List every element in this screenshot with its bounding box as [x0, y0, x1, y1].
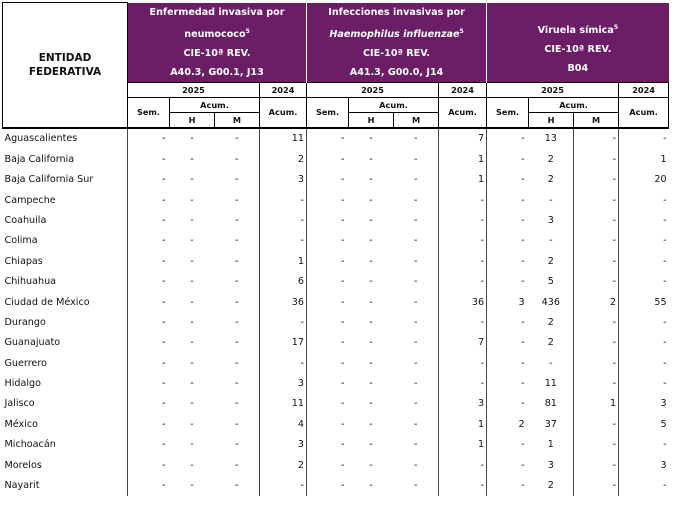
table-cell: 36 [439, 292, 487, 312]
table-cell: - [369, 153, 373, 165]
entity-name: Durango [4, 316, 46, 328]
table-cell: 11 [544, 378, 557, 390]
table-cell: 4 [260, 414, 307, 434]
table-cell: - [260, 475, 307, 495]
table-cell: - [439, 231, 487, 251]
table-cell: - [190, 337, 194, 349]
table-cell: 5 [619, 414, 669, 434]
entity-label-line1: ENTIDAD [38, 51, 92, 64]
table-cell: - [414, 337, 418, 349]
table-cell: - [369, 316, 373, 328]
table-cell: 1 [260, 251, 307, 271]
table-cell: - [128, 292, 170, 312]
table-cell: - [260, 312, 307, 332]
table-cell: 2 [260, 455, 307, 475]
table-cell: - [190, 235, 194, 247]
table-cell: - [487, 455, 529, 475]
table-cell: - [487, 394, 529, 414]
table-cell: 37 [544, 418, 557, 430]
cie-label: CIE-10ª REV. [544, 44, 612, 56]
table-cell: - [574, 312, 619, 332]
table-cell: - [235, 439, 239, 451]
year-2025-header: 2025 [307, 82, 439, 97]
m-header: M [215, 112, 260, 128]
group-header-haemophilus [307, 3, 487, 83]
table-cell: - [307, 128, 349, 149]
h-header: H [529, 112, 574, 128]
sem-header: Sem. [307, 97, 349, 128]
table-cell: 3 [619, 455, 669, 475]
h-header: H [170, 112, 215, 128]
table-cell: - [439, 475, 487, 495]
table-cell: - [190, 357, 194, 369]
epidemiology-table [2, 2, 669, 496]
table-cell: - [369, 459, 373, 471]
table-cell: 11 [260, 128, 307, 149]
table-cell: - [307, 271, 349, 291]
table-cell: - [369, 378, 373, 390]
sem-header: Sem. [487, 97, 529, 128]
group-title: Enfermedad invasiva por [149, 6, 285, 18]
cie-label: CIE-10ª REV. [183, 47, 251, 59]
table-cell: - [369, 194, 373, 206]
table-cell: - [574, 435, 619, 455]
table-row [3, 455, 669, 475]
entity-name: Chihuahua [4, 276, 57, 288]
table-cell: - [307, 210, 349, 230]
table-cell: 36 [260, 292, 307, 312]
table-cell: - [414, 153, 418, 165]
table-cell: - [414, 398, 418, 410]
table-cell: - [128, 475, 170, 495]
table-cell: - [307, 169, 349, 189]
year-2024-header: 2024 [439, 82, 487, 97]
group-title [487, 18, 669, 40]
table-cell: - [307, 435, 349, 455]
table-row [3, 292, 669, 312]
table-cell: - [369, 418, 373, 430]
table-cell: - [487, 190, 529, 210]
table-cell: - [235, 194, 239, 206]
table-cell: - [574, 210, 619, 230]
table-cell: - [235, 337, 239, 349]
entity-name: Hidalgo [4, 378, 41, 390]
table-cell: - [128, 414, 170, 434]
table-cell: 3 [260, 435, 307, 455]
table-cell: - [619, 333, 669, 353]
entity-name: Baja California Sur [4, 174, 94, 186]
table-cell: 11 [260, 394, 307, 414]
group-subtitle [128, 22, 306, 44]
table-cell: - [549, 357, 553, 369]
table-cell: 2 [574, 292, 619, 312]
table-cell: - [369, 276, 373, 288]
table-cell: - [439, 353, 487, 373]
table-cell: - [487, 373, 529, 393]
table-cell: - [414, 439, 418, 451]
table-body [3, 128, 669, 496]
table-row [3, 333, 669, 353]
entity-name: Ciudad de México [4, 296, 90, 308]
entity-name: México [4, 418, 38, 430]
table-cell: - [574, 190, 619, 210]
table-cell: - [128, 394, 170, 414]
table-cell: - [190, 276, 194, 288]
group-title: Infecciones invasivas por [328, 6, 465, 18]
table-cell: - [128, 169, 170, 189]
table-cell: 81 [544, 398, 557, 410]
year-2024-header: 2024 [260, 82, 307, 97]
table-cell: - [369, 133, 373, 145]
table-cell: - [190, 296, 194, 308]
table-cell: - [190, 214, 194, 226]
table-cell: - [574, 128, 619, 149]
table-cell: 1 [439, 435, 487, 455]
table-cell: - [260, 231, 307, 251]
year-2025-header: 2025 [128, 82, 260, 97]
m-header: M [574, 112, 619, 128]
table-cell: 1 [547, 439, 554, 451]
entity-name: Morelos [4, 459, 42, 471]
table-cell: - [307, 455, 349, 475]
table-cell: - [190, 459, 194, 471]
table-cell: 3 [547, 459, 554, 471]
table-cell: - [307, 231, 349, 251]
cie-label: CIE-10ª REV. [363, 47, 431, 59]
table-cell: - [414, 133, 418, 145]
table-cell: 3 [487, 292, 529, 312]
table-cell: - [619, 210, 669, 230]
table-cell: - [549, 235, 553, 247]
entity-name: Guerrero [4, 357, 47, 369]
table-cell: - [190, 398, 194, 410]
table-cell: - [190, 255, 194, 267]
table-cell: - [619, 312, 669, 332]
table-cell: - [439, 210, 487, 230]
acum-header: Acum. [170, 97, 260, 112]
table-cell: - [128, 353, 170, 373]
table-cell: 2 [547, 337, 554, 349]
table-cell: - [619, 435, 669, 455]
table-cell: - [487, 312, 529, 332]
acum-header: Acum. [529, 97, 619, 112]
table-cell: - [369, 255, 373, 267]
table-cell: 3 [260, 169, 307, 189]
table-cell: - [487, 475, 529, 495]
table-cell: - [369, 296, 373, 308]
h-header: H [349, 112, 394, 128]
table-cell: - [235, 398, 239, 410]
table-cell: - [574, 251, 619, 271]
table-row [3, 414, 669, 434]
table-cell: - [235, 235, 239, 247]
table-cell: - [487, 128, 529, 149]
table-cell: - [439, 190, 487, 210]
table-cell: - [307, 312, 349, 332]
table-cell: - [235, 296, 239, 308]
table-cell: 2 [487, 414, 529, 434]
table-cell: - [128, 128, 170, 149]
table-cell: - [414, 214, 418, 226]
table-cell: - [574, 271, 619, 291]
table-cell: - [260, 353, 307, 373]
table-cell: - [235, 153, 239, 165]
table-cell: - [414, 194, 418, 206]
table-row [3, 373, 669, 393]
table-cell: - [439, 455, 487, 475]
table-cell: 13 [544, 133, 557, 145]
table-cell: - [487, 169, 529, 189]
cie-codes: A40.3, G00.1, J13 [170, 66, 264, 78]
table-cell: - [307, 251, 349, 271]
table-cell: - [414, 235, 418, 247]
table-cell: - [307, 353, 349, 373]
table-cell: - [487, 353, 529, 373]
table-cell: - [190, 194, 194, 206]
table-cell: - [307, 190, 349, 210]
cie-codes: B04 [567, 63, 589, 75]
group-disease: neumococo [184, 28, 246, 40]
table-cell: - [414, 459, 418, 471]
table-cell: 3 [619, 394, 669, 414]
table-cell: 2 [547, 255, 554, 267]
table-cell: - [190, 418, 194, 430]
table-row [3, 149, 669, 169]
table-cell: 7 [439, 333, 487, 353]
table-cell: - [369, 214, 373, 226]
table-cell: - [307, 292, 349, 312]
entity-name: Aguascalientes [4, 133, 78, 145]
table-cell: 436 [541, 296, 560, 308]
table-cell: - [369, 235, 373, 247]
table-cell: - [574, 373, 619, 393]
group-header-neumococo [128, 3, 307, 83]
table-cell: - [487, 231, 529, 251]
table-row [3, 231, 669, 251]
table-cell: - [235, 378, 239, 390]
table-row [3, 435, 669, 455]
table-cell: 3 [260, 373, 307, 393]
table-cell: 2 [547, 174, 554, 186]
table-cell: - [619, 251, 669, 271]
table-cell: - [414, 255, 418, 267]
table-cell: - [574, 414, 619, 434]
table-cell: - [369, 398, 373, 410]
entity-name: Nayarit [4, 480, 40, 492]
entity-name: Jalisco [4, 398, 35, 410]
entity-name: Coahuila [4, 214, 47, 226]
table-cell: 1 [439, 149, 487, 169]
entity-name: Baja California [4, 153, 75, 165]
table-cell: - [487, 149, 529, 169]
table-row [3, 475, 669, 495]
table-cell: - [128, 231, 170, 251]
cie-codes: A41.3, G00.0, J14 [349, 66, 444, 78]
table-cell: - [414, 296, 418, 308]
entity-name: Chiapas [4, 255, 43, 267]
table-cell: - [128, 271, 170, 291]
table-cell: - [414, 378, 418, 390]
acum-header: Acum. [439, 97, 487, 128]
table-cell: - [128, 455, 170, 475]
table-cell: - [414, 480, 418, 492]
table-cell: 2 [547, 480, 554, 492]
table-cell: - [190, 174, 194, 186]
table-cell: - [487, 251, 529, 271]
table-cell: - [369, 439, 373, 451]
table-cell: 3 [547, 214, 554, 226]
entity-column-header [3, 3, 128, 128]
group-header-viruela [487, 3, 669, 83]
entity-name: Guanajuato [4, 337, 61, 349]
table-cell: - [439, 373, 487, 393]
table-cell: - [128, 149, 170, 169]
table-cell: - [235, 459, 239, 471]
table-cell: - [369, 174, 373, 186]
table-cell: - [260, 210, 307, 230]
table-cell: - [128, 333, 170, 353]
table-cell: - [235, 255, 239, 267]
table-cell: - [260, 190, 307, 210]
table-cell: - [235, 357, 239, 369]
table-row [3, 169, 669, 189]
table-cell: - [128, 251, 170, 271]
table-cell: 20 [619, 169, 669, 189]
table-cell: 2 [260, 149, 307, 169]
table-cell: - [574, 455, 619, 475]
table-row [3, 312, 669, 332]
table-cell: - [369, 357, 373, 369]
table-cell: - [549, 194, 553, 206]
table-cell: - [369, 337, 373, 349]
table-cell: - [414, 418, 418, 430]
table-cell: - [128, 210, 170, 230]
table-cell: - [414, 357, 418, 369]
table-cell: - [190, 133, 194, 145]
table-cell: 5 [547, 276, 554, 288]
table-cell: - [487, 333, 529, 353]
table-cell: - [307, 414, 349, 434]
table-cell: - [235, 316, 239, 328]
table-cell: - [574, 353, 619, 373]
table-row [3, 271, 669, 291]
table-cell: 1 [439, 414, 487, 434]
m-header: M [394, 112, 439, 128]
table-cell: - [574, 231, 619, 251]
table-cell: - [414, 276, 418, 288]
table-cell: - [235, 480, 239, 492]
table-cell: 6 [260, 271, 307, 291]
entity-name: Colima [4, 235, 38, 247]
table-cell: - [414, 174, 418, 186]
entity-label-line2: FEDERATIVA [28, 65, 102, 78]
acum-header: Acum. [260, 97, 307, 128]
table-cell: 3 [439, 394, 487, 414]
table-cell: 1 [574, 394, 619, 414]
entity-name: Campeche [4, 194, 56, 206]
table-cell: - [128, 190, 170, 210]
year-2024-header: 2024 [619, 82, 669, 97]
table-row [3, 128, 669, 149]
table-cell: - [439, 251, 487, 271]
table-cell: - [190, 378, 194, 390]
table-row [3, 353, 669, 373]
table-cell: - [414, 316, 418, 328]
table-cell: - [619, 475, 669, 495]
table-cell: - [439, 312, 487, 332]
footnote-mark: 5 [245, 27, 250, 35]
sem-header: Sem. [128, 97, 170, 128]
table-cell: - [307, 333, 349, 353]
table-cell: - [190, 316, 194, 328]
table-cell: 2 [547, 316, 554, 328]
group-subtitle [307, 22, 486, 44]
table-cell: - [574, 169, 619, 189]
table-cell: - [619, 373, 669, 393]
acum-header: Acum. [619, 97, 669, 128]
table-row [3, 190, 669, 210]
table-cell: - [574, 475, 619, 495]
table-cell: - [487, 271, 529, 291]
table-cell: - [619, 128, 669, 149]
table-cell: 1 [619, 149, 669, 169]
table-cell: - [128, 373, 170, 393]
table-cell: - [307, 475, 349, 495]
table-cell: - [619, 271, 669, 291]
table-cell: - [128, 312, 170, 332]
table-cell: - [190, 153, 194, 165]
table-cell: - [369, 480, 373, 492]
table-cell: - [128, 435, 170, 455]
table-cell: - [235, 133, 239, 145]
table-row [3, 210, 669, 230]
table-cell: 7 [439, 128, 487, 149]
group-disease: Haemophilus influenzae [329, 28, 460, 40]
table-cell: - [307, 149, 349, 169]
table-cell: - [235, 174, 239, 186]
table-row [3, 251, 669, 271]
table-cell: - [487, 435, 529, 455]
table-cell: - [307, 373, 349, 393]
table-cell: - [574, 149, 619, 169]
table-cell: - [619, 353, 669, 373]
footnote-mark: 5 [613, 24, 619, 31]
table-cell: - [190, 439, 194, 451]
table-cell: - [619, 231, 669, 251]
group-disease: Viruela símica [537, 25, 614, 37]
acum-header: Acum. [349, 97, 439, 112]
table-cell: - [439, 271, 487, 291]
table-cell: - [574, 333, 619, 353]
table-row [3, 394, 669, 414]
table-cell: - [235, 214, 239, 226]
table-cell: - [619, 190, 669, 210]
table-cell: - [235, 418, 239, 430]
table-cell: 2 [547, 153, 554, 165]
table-cell: - [487, 210, 529, 230]
footnote-mark: 5 [459, 27, 464, 35]
table-cell: - [235, 276, 239, 288]
table-cell: - [190, 480, 194, 492]
year-2025-header: 2025 [487, 82, 619, 97]
table-cell: 1 [439, 169, 487, 189]
entity-name: Michoacán [4, 439, 56, 451]
table-cell: 17 [260, 333, 307, 353]
table-cell: - [307, 394, 349, 414]
table-cell: 55 [619, 292, 669, 312]
